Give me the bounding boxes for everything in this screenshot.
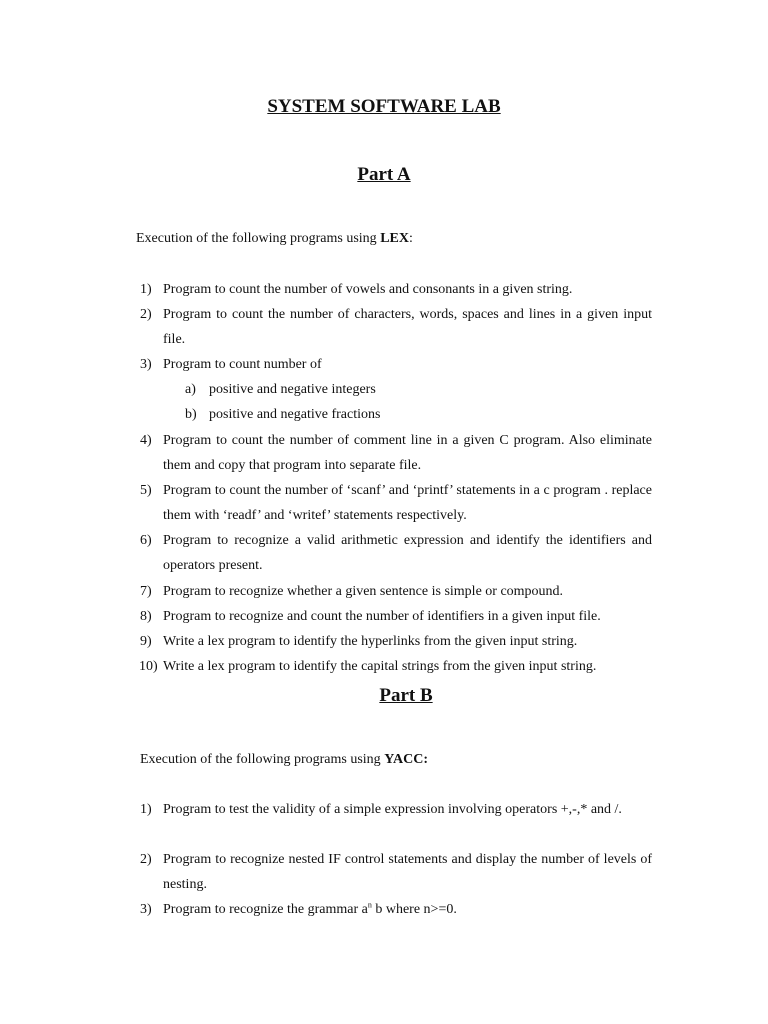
list-item-text: Program to count number of (163, 357, 322, 372)
list-item-number: 4) (140, 433, 152, 448)
list-item (140, 629, 652, 654)
list-item-number: 1) (140, 802, 152, 817)
list-item-text: Write a lex program to identify the hyperlinks from the given input string. (163, 634, 578, 649)
list-item-text: Program to count the number of comment line in a given C program. Also eliminate them and copy that program into separate file. (163, 433, 652, 473)
sub-list-item-letter: b) (185, 407, 197, 422)
sub-list-item (185, 377, 376, 402)
list-item (140, 654, 652, 679)
list-item-text: Program to count the number of characters, words, spaces and lines in a given input file. (163, 307, 652, 347)
part-a-intro (136, 231, 413, 247)
grammar-superscript: n (367, 900, 372, 910)
list-item (140, 302, 652, 352)
list-item-number: 10) (139, 659, 158, 674)
list-item-text: Program to count the number of vowels and consonants in a given string. (163, 282, 573, 297)
grammar-text-after: b where n>=0. (371, 902, 457, 917)
list-item-number: 3) (140, 357, 152, 372)
list-item-text: Program to recognize a valid arithmetic expression and identify the identifiers and operators present. (163, 533, 652, 573)
list-item-text: Program to test the validity of a simple expression involving operators +,-,* and /. (163, 802, 622, 817)
list-item-number: 8) (140, 609, 152, 624)
list-item-number: 2) (140, 307, 152, 322)
part-b-intro-prefix: Execution of the following programs using (140, 752, 385, 767)
list-item-text: Write a lex program to identify the capital strings from the given input string. (163, 659, 597, 674)
part-a-intro-prefix: Execution of the following programs using (136, 231, 381, 246)
list-item-number: 2) (140, 852, 152, 867)
list-item (140, 428, 652, 478)
part-a-heading: Part A (357, 164, 411, 185)
list-item (140, 797, 652, 822)
list-item (140, 847, 652, 897)
list-item-text: Program to recognize and count the number of identifiers in a given input file. (163, 609, 601, 624)
part-a-intro-suffix: : (408, 231, 413, 246)
document-title: SYSTEM SOFTWARE LAB (267, 96, 501, 117)
list-item-number: 9) (140, 634, 152, 649)
list-item-number: 7) (140, 584, 152, 599)
sub-list-item-letter: a) (185, 382, 196, 397)
list-item (140, 478, 652, 528)
part-b-heading: Part B (379, 685, 433, 706)
list-item-text (140, 897, 652, 922)
list-item (140, 604, 652, 629)
list-item-number: 5) (140, 483, 152, 498)
part-b-intro (140, 752, 428, 768)
list-item-text: Program to recognize whether a given sentence is simple or compound. (163, 584, 564, 599)
part-a-tool: LEX (380, 231, 409, 246)
list-item-number: 6) (140, 533, 152, 548)
grammar-text-before: Program to recognize the grammar a (163, 902, 368, 917)
list-item (140, 352, 652, 377)
sub-list-item-text: positive and negative integers (209, 382, 376, 397)
sub-list-item-text: positive and negative fractions (209, 407, 381, 422)
list-item (140, 277, 652, 302)
list-item (140, 579, 652, 604)
list-item-number: 1) (140, 282, 152, 297)
sub-list-item (185, 402, 380, 427)
list-item-number: 3) (140, 902, 152, 917)
list-item-text: Program to count the number of ‘scanf’ and ‘printf’ statements in a c program . replace them with ‘readf’ and ‘writef’ statements respectively. (163, 483, 652, 523)
part-b-tool: YACC: (384, 752, 429, 767)
list-item-text: Program to recognize nested IF control statements and display the number of levels of nesting. (163, 852, 652, 892)
list-item (140, 528, 652, 578)
list-item (140, 897, 652, 922)
